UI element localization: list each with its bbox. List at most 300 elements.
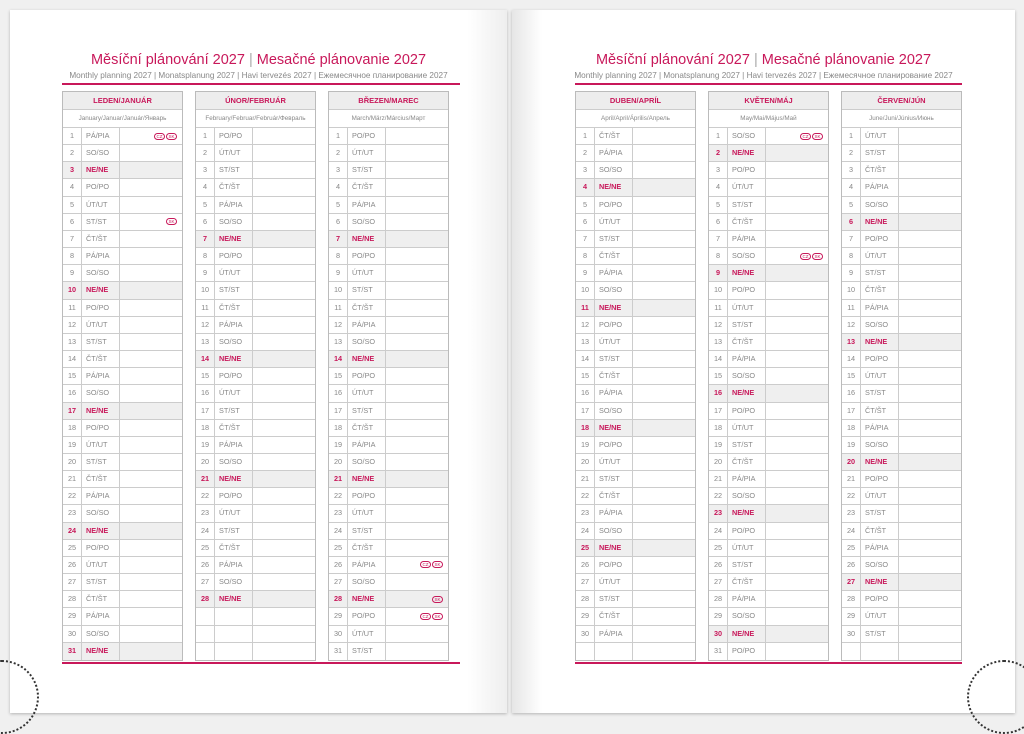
note-cell[interactable]: [766, 437, 828, 453]
note-cell[interactable]: [766, 179, 828, 195]
note-cell[interactable]: [253, 351, 315, 367]
day-row[interactable]: [576, 197, 695, 214]
day-row[interactable]: [842, 197, 961, 214]
day-row[interactable]: [709, 505, 828, 522]
note-cell[interactable]: [899, 608, 961, 624]
day-row[interactable]: [63, 300, 182, 317]
day-row[interactable]: [842, 471, 961, 488]
day-row[interactable]: [842, 128, 961, 145]
note-cell[interactable]: [899, 591, 961, 607]
day-row[interactable]: [709, 488, 828, 505]
day-row[interactable]: [63, 179, 182, 196]
note-cell[interactable]: [633, 179, 695, 195]
note-cell[interactable]: [633, 248, 695, 264]
day-row[interactable]: [576, 282, 695, 299]
note-cell[interactable]: [386, 128, 448, 144]
day-row[interactable]: [329, 231, 448, 248]
day-row[interactable]: [329, 420, 448, 437]
day-row[interactable]: [63, 282, 182, 299]
note-cell[interactable]: [633, 300, 695, 316]
note-cell[interactable]: [120, 231, 182, 247]
day-row[interactable]: [842, 351, 961, 368]
day-row[interactable]: [576, 162, 695, 179]
day-row[interactable]: [63, 454, 182, 471]
day-row[interactable]: [842, 385, 961, 402]
note-cell[interactable]: [120, 608, 182, 624]
note-cell[interactable]: [766, 608, 828, 624]
note-cell[interactable]: [120, 454, 182, 470]
day-row[interactable]: [842, 282, 961, 299]
day-row[interactable]: [196, 523, 315, 540]
day-row[interactable]: [576, 523, 695, 540]
note-cell[interactable]: [766, 300, 828, 316]
note-cell[interactable]: [633, 385, 695, 401]
day-row[interactable]: [329, 403, 448, 420]
note-cell[interactable]: [386, 282, 448, 298]
note-cell[interactable]: [120, 420, 182, 436]
day-row[interactable]: [196, 214, 315, 231]
note-cell[interactable]: [253, 128, 315, 144]
note-cell[interactable]: [766, 197, 828, 213]
day-row[interactable]: [329, 162, 448, 179]
day-row[interactable]: [842, 437, 961, 454]
note-cell[interactable]: [253, 162, 315, 178]
day-row[interactable]: [196, 300, 315, 317]
note-cell[interactable]: [253, 574, 315, 590]
note-cell[interactable]: [633, 454, 695, 470]
day-row[interactable]: [709, 420, 828, 437]
note-cell[interactable]: [386, 145, 448, 161]
note-cell[interactable]: [253, 145, 315, 161]
day-row[interactable]: [63, 626, 182, 643]
day-row[interactable]: [842, 403, 961, 420]
note-cell[interactable]: [766, 334, 828, 350]
note-cell[interactable]: [899, 197, 961, 213]
day-row[interactable]: [63, 505, 182, 522]
day-row[interactable]: [576, 317, 695, 334]
note-cell[interactable]: [386, 608, 448, 624]
day-row[interactable]: [576, 591, 695, 608]
day-row[interactable]: [842, 420, 961, 437]
day-row[interactable]: [709, 437, 828, 454]
note-cell[interactable]: [253, 488, 315, 504]
note-cell[interactable]: [899, 471, 961, 487]
day-row[interactable]: [576, 128, 695, 145]
day-row[interactable]: [709, 282, 828, 299]
note-cell[interactable]: [766, 454, 828, 470]
day-row[interactable]: [709, 145, 828, 162]
day-row[interactable]: [709, 454, 828, 471]
note-cell[interactable]: [253, 385, 315, 401]
note-cell[interactable]: [120, 162, 182, 178]
note-cell[interactable]: [120, 488, 182, 504]
day-row[interactable]: [842, 145, 961, 162]
day-row[interactable]: [196, 179, 315, 196]
day-row[interactable]: [842, 334, 961, 351]
day-row[interactable]: [842, 591, 961, 608]
note-cell[interactable]: [633, 368, 695, 384]
day-row[interactable]: [576, 420, 695, 437]
day-row[interactable]: [329, 145, 448, 162]
note-cell[interactable]: [633, 437, 695, 453]
note-cell[interactable]: [633, 557, 695, 573]
day-row[interactable]: [576, 179, 695, 196]
day-row[interactable]: [329, 214, 448, 231]
note-cell[interactable]: [633, 403, 695, 419]
day-row[interactable]: [196, 574, 315, 591]
note-cell[interactable]: [120, 505, 182, 521]
day-row[interactable]: [196, 334, 315, 351]
day-row[interactable]: [329, 368, 448, 385]
note-cell[interactable]: [633, 351, 695, 367]
day-row[interactable]: [709, 403, 828, 420]
day-row[interactable]: [329, 454, 448, 471]
day-row[interactable]: [196, 368, 315, 385]
day-row[interactable]: [709, 334, 828, 351]
day-row[interactable]: [709, 351, 828, 368]
day-row[interactable]: [576, 454, 695, 471]
day-row[interactable]: [196, 454, 315, 471]
note-cell[interactable]: [120, 214, 182, 230]
day-row[interactable]: [709, 591, 828, 608]
note-cell[interactable]: [386, 231, 448, 247]
day-row[interactable]: [196, 403, 315, 420]
note-cell[interactable]: [766, 231, 828, 247]
day-row[interactable]: [329, 437, 448, 454]
day-row[interactable]: [576, 540, 695, 557]
note-cell[interactable]: [899, 214, 961, 230]
note-cell[interactable]: [253, 437, 315, 453]
day-row[interactable]: [63, 643, 182, 660]
day-row[interactable]: [329, 265, 448, 282]
day-row[interactable]: [329, 179, 448, 196]
note-cell[interactable]: [386, 334, 448, 350]
day-row[interactable]: [709, 368, 828, 385]
note-cell[interactable]: [386, 591, 448, 607]
day-row[interactable]: [63, 385, 182, 402]
note-cell[interactable]: [899, 557, 961, 573]
note-cell[interactable]: [766, 557, 828, 573]
day-row[interactable]: [329, 574, 448, 591]
note-cell[interactable]: [633, 608, 695, 624]
note-cell[interactable]: [253, 300, 315, 316]
note-cell[interactable]: [386, 643, 448, 660]
day-row[interactable]: [709, 197, 828, 214]
day-row[interactable]: [329, 334, 448, 351]
note-cell[interactable]: [120, 437, 182, 453]
note-cell[interactable]: [253, 454, 315, 470]
note-cell[interactable]: [766, 214, 828, 230]
day-row[interactable]: [576, 608, 695, 625]
day-row[interactable]: [63, 557, 182, 574]
empty-row[interactable]: [196, 643, 315, 660]
day-row[interactable]: [576, 265, 695, 282]
note-cell[interactable]: [899, 265, 961, 281]
note-cell[interactable]: [120, 540, 182, 556]
note-cell[interactable]: [253, 368, 315, 384]
day-row[interactable]: [63, 437, 182, 454]
day-row[interactable]: [63, 145, 182, 162]
day-row[interactable]: [63, 334, 182, 351]
note-cell[interactable]: [766, 420, 828, 436]
note-cell[interactable]: [386, 523, 448, 539]
day-row[interactable]: [709, 608, 828, 625]
note-cell[interactable]: [633, 282, 695, 298]
note-cell[interactable]: [386, 248, 448, 264]
note-cell[interactable]: [386, 437, 448, 453]
day-row[interactable]: [196, 471, 315, 488]
day-row[interactable]: [329, 540, 448, 557]
note-cell[interactable]: [386, 214, 448, 230]
day-row[interactable]: [329, 643, 448, 660]
note-cell[interactable]: [766, 265, 828, 281]
note-cell[interactable]: [766, 145, 828, 161]
note-cell[interactable]: [120, 368, 182, 384]
day-row[interactable]: [576, 334, 695, 351]
empty-row[interactable]: [576, 643, 695, 660]
day-row[interactable]: [196, 385, 315, 402]
day-row[interactable]: [842, 231, 961, 248]
note-cell[interactable]: [386, 300, 448, 316]
day-row[interactable]: [576, 403, 695, 420]
day-row[interactable]: [842, 214, 961, 231]
note-cell[interactable]: [120, 265, 182, 281]
day-row[interactable]: [329, 608, 448, 625]
note-cell[interactable]: [633, 626, 695, 642]
day-row[interactable]: [576, 505, 695, 522]
note-cell[interactable]: [120, 403, 182, 419]
note-cell[interactable]: [633, 231, 695, 247]
note-cell[interactable]: [633, 197, 695, 213]
note-cell[interactable]: [253, 471, 315, 487]
note-cell[interactable]: [253, 505, 315, 521]
day-row[interactable]: [63, 351, 182, 368]
note-cell[interactable]: [120, 334, 182, 350]
note-cell[interactable]: [899, 523, 961, 539]
note-cell[interactable]: [253, 265, 315, 281]
note-cell[interactable]: [386, 557, 448, 573]
note-cell[interactable]: [633, 488, 695, 504]
day-row[interactable]: [63, 265, 182, 282]
day-row[interactable]: [329, 248, 448, 265]
note-cell[interactable]: [386, 265, 448, 281]
day-row[interactable]: [842, 626, 961, 643]
empty-row[interactable]: [196, 626, 315, 643]
note-cell[interactable]: [899, 282, 961, 298]
note-cell[interactable]: [386, 197, 448, 213]
note-cell[interactable]: [766, 162, 828, 178]
day-row[interactable]: [329, 471, 448, 488]
note-cell[interactable]: [899, 231, 961, 247]
day-row[interactable]: [842, 454, 961, 471]
note-cell[interactable]: [633, 145, 695, 161]
day-row[interactable]: [842, 317, 961, 334]
note-cell[interactable]: [386, 351, 448, 367]
day-row[interactable]: [196, 317, 315, 334]
note-cell[interactable]: [899, 574, 961, 590]
note-cell[interactable]: [766, 626, 828, 642]
day-row[interactable]: [842, 523, 961, 540]
note-cell[interactable]: [253, 282, 315, 298]
day-row[interactable]: [576, 437, 695, 454]
note-cell[interactable]: [633, 334, 695, 350]
day-row[interactable]: [329, 317, 448, 334]
note-cell[interactable]: [120, 128, 182, 144]
note-cell[interactable]: [120, 300, 182, 316]
day-row[interactable]: [196, 351, 315, 368]
day-row[interactable]: [709, 162, 828, 179]
note-cell[interactable]: [899, 540, 961, 556]
day-row[interactable]: [63, 248, 182, 265]
note-cell[interactable]: [386, 403, 448, 419]
note-cell[interactable]: [633, 317, 695, 333]
note-cell[interactable]: [120, 591, 182, 607]
note-cell[interactable]: [386, 471, 448, 487]
day-row[interactable]: [196, 437, 315, 454]
note-cell[interactable]: [253, 420, 315, 436]
note-cell[interactable]: [253, 179, 315, 195]
day-row[interactable]: [196, 282, 315, 299]
note-cell[interactable]: [766, 488, 828, 504]
note-cell[interactable]: [899, 351, 961, 367]
note-cell[interactable]: [633, 540, 695, 556]
day-row[interactable]: [196, 265, 315, 282]
note-cell[interactable]: [253, 540, 315, 556]
day-row[interactable]: [196, 591, 315, 608]
day-row[interactable]: [329, 128, 448, 145]
day-row[interactable]: [196, 488, 315, 505]
note-cell[interactable]: [766, 385, 828, 401]
note-cell[interactable]: [899, 505, 961, 521]
day-row[interactable]: [576, 574, 695, 591]
note-cell[interactable]: [633, 420, 695, 436]
day-row[interactable]: [63, 608, 182, 625]
day-row[interactable]: [842, 574, 961, 591]
day-row[interactable]: [709, 385, 828, 402]
day-row[interactable]: [63, 162, 182, 179]
note-cell[interactable]: [899, 162, 961, 178]
day-row[interactable]: [709, 265, 828, 282]
note-cell[interactable]: [253, 231, 315, 247]
note-cell[interactable]: [253, 197, 315, 213]
day-row[interactable]: [709, 248, 828, 265]
note-cell[interactable]: [899, 128, 961, 144]
day-row[interactable]: [576, 385, 695, 402]
note-cell[interactable]: [386, 368, 448, 384]
day-row[interactable]: [709, 214, 828, 231]
day-row[interactable]: [63, 591, 182, 608]
day-row[interactable]: [842, 162, 961, 179]
note-cell[interactable]: [766, 248, 828, 264]
note-cell[interactable]: [899, 300, 961, 316]
note-cell[interactable]: [386, 626, 448, 642]
day-row[interactable]: [329, 282, 448, 299]
day-row[interactable]: [63, 471, 182, 488]
day-row[interactable]: [329, 626, 448, 643]
note-cell[interactable]: [386, 540, 448, 556]
day-row[interactable]: [196, 145, 315, 162]
day-row[interactable]: [63, 523, 182, 540]
note-cell[interactable]: [386, 162, 448, 178]
day-row[interactable]: [576, 300, 695, 317]
day-row[interactable]: [63, 231, 182, 248]
day-row[interactable]: [196, 197, 315, 214]
note-cell[interactable]: [120, 471, 182, 487]
note-cell[interactable]: [766, 643, 828, 660]
day-row[interactable]: [709, 300, 828, 317]
day-row[interactable]: [709, 317, 828, 334]
day-row[interactable]: [709, 626, 828, 643]
note-cell[interactable]: [386, 420, 448, 436]
day-row[interactable]: [576, 145, 695, 162]
note-cell[interactable]: [120, 574, 182, 590]
note-cell[interactable]: [766, 540, 828, 556]
note-cell[interactable]: [120, 385, 182, 401]
note-cell[interactable]: [766, 282, 828, 298]
note-cell[interactable]: [633, 214, 695, 230]
note-cell[interactable]: [386, 574, 448, 590]
day-row[interactable]: [196, 557, 315, 574]
note-cell[interactable]: [633, 128, 695, 144]
day-row[interactable]: [576, 471, 695, 488]
day-row[interactable]: [329, 488, 448, 505]
note-cell[interactable]: [766, 351, 828, 367]
note-cell[interactable]: [120, 282, 182, 298]
note-cell[interactable]: [899, 368, 961, 384]
day-row[interactable]: [63, 403, 182, 420]
day-row[interactable]: [576, 626, 695, 643]
day-row[interactable]: [329, 505, 448, 522]
day-row[interactable]: [196, 162, 315, 179]
day-row[interactable]: [576, 248, 695, 265]
note-cell[interactable]: [120, 523, 182, 539]
note-cell[interactable]: [899, 248, 961, 264]
day-row[interactable]: [709, 523, 828, 540]
day-row[interactable]: [329, 557, 448, 574]
day-row[interactable]: [329, 351, 448, 368]
note-cell[interactable]: [120, 557, 182, 573]
note-cell[interactable]: [386, 385, 448, 401]
note-cell[interactable]: [253, 248, 315, 264]
day-row[interactable]: [63, 214, 182, 231]
note-cell[interactable]: [766, 471, 828, 487]
note-cell[interactable]: [899, 420, 961, 436]
day-row[interactable]: [842, 488, 961, 505]
day-row[interactable]: [842, 608, 961, 625]
day-row[interactable]: [709, 231, 828, 248]
note-cell[interactable]: [253, 214, 315, 230]
day-row[interactable]: [196, 231, 315, 248]
note-cell[interactable]: [899, 403, 961, 419]
note-cell[interactable]: [253, 557, 315, 573]
note-cell[interactable]: [120, 643, 182, 660]
note-cell[interactable]: [899, 437, 961, 453]
note-cell[interactable]: [633, 574, 695, 590]
day-row[interactable]: [63, 574, 182, 591]
note-cell[interactable]: [120, 317, 182, 333]
day-row[interactable]: [842, 265, 961, 282]
note-cell[interactable]: [766, 523, 828, 539]
note-cell[interactable]: [253, 334, 315, 350]
day-row[interactable]: [709, 540, 828, 557]
day-row[interactable]: [842, 557, 961, 574]
note-cell[interactable]: [899, 385, 961, 401]
day-row[interactable]: [842, 540, 961, 557]
day-row[interactable]: [709, 128, 828, 145]
day-row[interactable]: [842, 248, 961, 265]
day-row[interactable]: [196, 420, 315, 437]
note-cell[interactable]: [899, 179, 961, 195]
